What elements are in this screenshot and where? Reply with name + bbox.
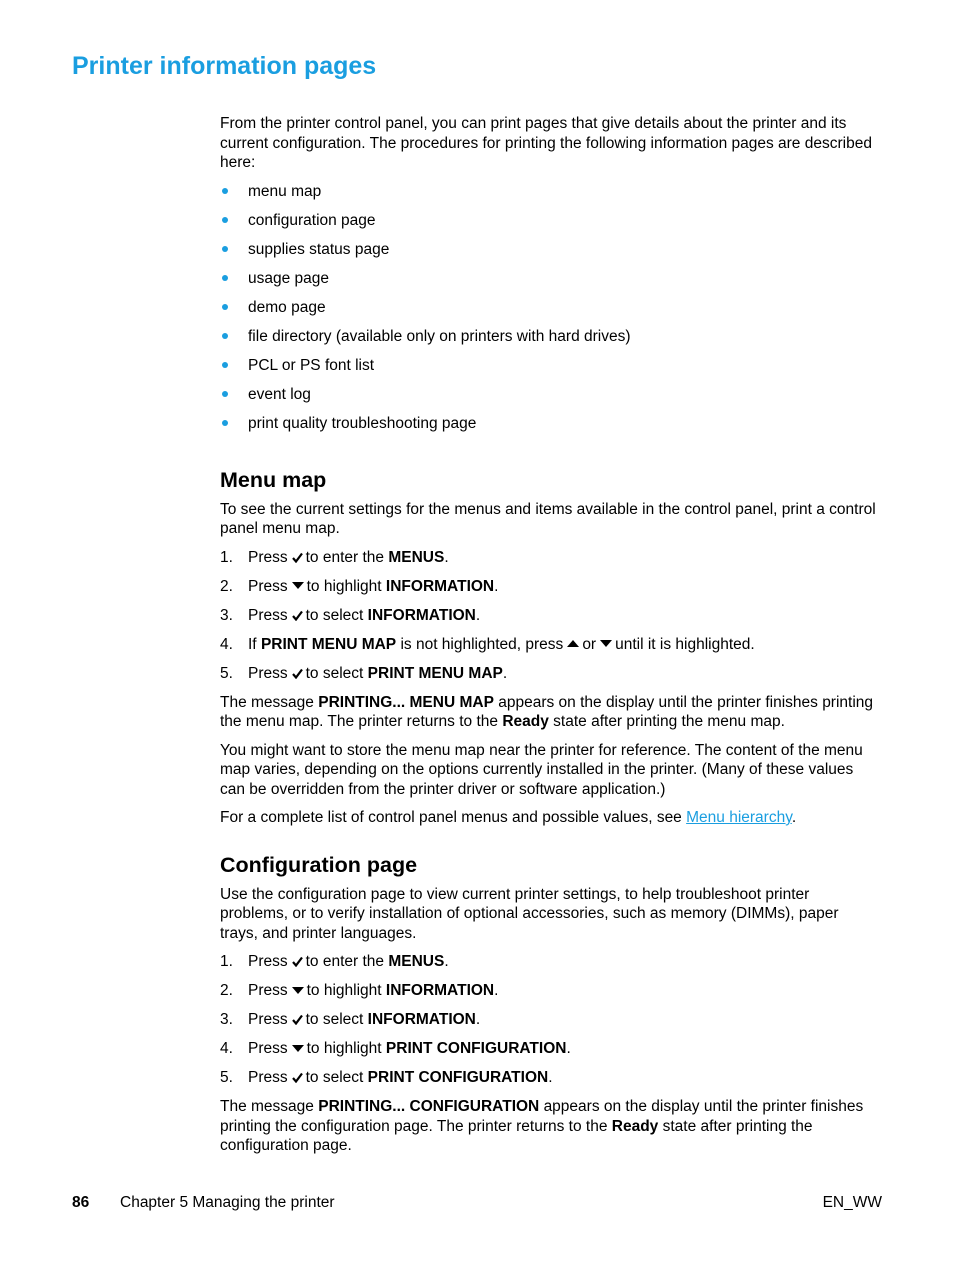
menu-map-steps [220, 548, 880, 693]
bullet-icon [222, 333, 228, 339]
list-item: PCL or PS font list [220, 356, 880, 385]
list-item: menu map [220, 182, 880, 211]
step-item: 3. Press to select INFORMATION. [220, 1011, 481, 1028]
menu-map-note: You might want to store the menu map near the printer for reference. The content of the menu map varies, depending on the options currently installed in the printer. (Many of these values can be overridden from the printer driver or software application.) [220, 741, 863, 798]
page-number: 86 [72, 1194, 90, 1211]
step-item: 1. Press to enter the MENUS. [220, 953, 449, 970]
checkmark-icon [292, 956, 303, 967]
page-content [220, 114, 880, 1165]
list-item: file directory (available only on printers with hard drives) [220, 327, 880, 356]
step-item: 5. Press to select PRINT MENU MAP. [220, 664, 508, 682]
menu-map-intro: To see the current settings for the menus and items available in the control panel, print a control panel menu map. [220, 500, 876, 537]
checkmark-icon [292, 552, 303, 563]
bullet-icon [222, 391, 228, 397]
bullet-icon [222, 246, 228, 252]
step-item: 3. Press to select INFORMATION. [220, 606, 481, 624]
list-item: supplies status page [220, 240, 880, 269]
bullet-icon [222, 362, 228, 368]
configuration-page-heading: Configuration page [220, 852, 418, 877]
step-item: 1. Press to enter the MENUS. [220, 548, 449, 566]
page-title: Printer information pages [72, 52, 377, 80]
checkmark-icon [292, 668, 303, 679]
menu-hierarchy-link[interactable]: Menu hierarchy [686, 809, 792, 826]
list-item: usage page [220, 269, 880, 298]
checkmark-icon [292, 1014, 303, 1025]
down-arrow-icon [292, 582, 304, 590]
configuration-page-steps [220, 952, 880, 1097]
intro-paragraph: From the printer control panel, you can print pages that give details about the printer and its current configuration. The procedures for printing the following information pages are described here: [220, 115, 872, 171]
list-item: configuration page [220, 211, 880, 240]
step-item: 5. Press to select PRINT CONFIGURATION. [220, 1069, 553, 1086]
bullet-icon [222, 420, 228, 426]
checkmark-icon [292, 610, 303, 621]
menu-map-heading: Menu map [220, 467, 327, 492]
list-item: print quality troubleshooting page [220, 414, 880, 443]
bullet-icon [222, 304, 228, 310]
configuration-page-intro: Use the configuration page to view current printer settings, to help troubleshoot printer problems, or to verify installation of optional accessories, such as memory (DIMMs), paper trays, and printer languages. [220, 885, 839, 942]
menu-map-reference: For a complete list of control panel menus and possible values, see Menu hierarchy. [220, 809, 797, 826]
step-item: 2. Press to highlight INFORMATION. [220, 982, 499, 999]
down-arrow-icon [292, 987, 304, 995]
configuration-page-message: The message PRINTING... CONFIGURATION appears on the display until the printer finishes printing the configuration page. The printer returns to the Ready state after printing the configuration page. [220, 1098, 864, 1154]
step-item: 4. Press to highlight PRINT CONFIGURATION. [220, 1040, 571, 1057]
down-arrow-icon [292, 1045, 304, 1053]
menu-map-message: The message PRINTING... MENU MAP appears on the display until the printer finishes printing the menu map. The printer returns to the Ready state after printing the menu map. [220, 693, 874, 730]
chapter-title: Chapter 5 Managing the printer [120, 1194, 335, 1211]
up-arrow-icon [567, 640, 579, 648]
checkmark-icon [292, 1072, 303, 1083]
info-pages-list [220, 182, 880, 443]
bullet-icon [222, 275, 228, 281]
bullet-icon [222, 188, 228, 194]
list-item: event log [220, 385, 880, 414]
language-code: EN_WW [822, 1194, 882, 1211]
down-arrow-icon [600, 640, 612, 648]
bullet-icon [222, 217, 228, 223]
step-item: 2. Press to highlight INFORMATION. [220, 577, 499, 595]
step-item: 4. If PRINT MENU MAP is not highlighted, press or until it is highlighted. [220, 635, 755, 653]
list-item: demo page [220, 298, 880, 327]
